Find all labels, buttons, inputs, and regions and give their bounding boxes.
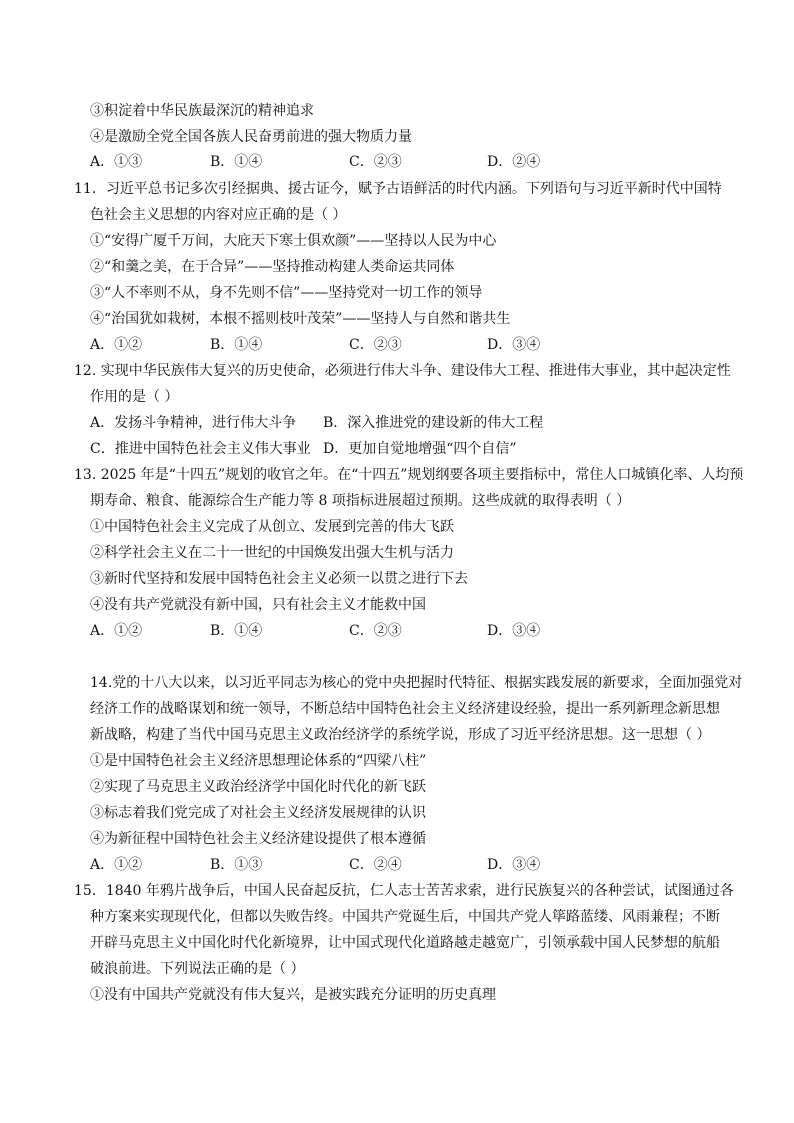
q14-item-1: ①是中国特色社会主义经济思想理论体系的“四梁八柱” <box>90 753 427 769</box>
q11-choice-a: A．①② <box>90 337 143 353</box>
q10-choice-b: B．①④ <box>210 154 263 170</box>
q13-choice-b: B．①④ <box>210 623 263 639</box>
q15-item-1: ①没有中国共产党就没有伟大复兴，是被实践充分证明的历史真理 <box>90 987 496 1003</box>
q11-item-4: ④“治国犹如栽树，本根不摇则枝叶茂荣”——坚持人与自然和谐共生 <box>90 311 511 327</box>
q15-stem-line-3: 开辟马克思主义中国化时代化新境界，让中国式现代化道路越走越宽广，引领承载中国人民梦想的航船 <box>90 935 720 951</box>
q10-choice-d: D．②④ <box>487 154 541 170</box>
q14-item-3: ③标志着我们党完成了对社会主义经济发展规律的认识 <box>90 805 426 821</box>
q14-stem-line-3: 新战略，构建了当代中国马克思主义政治经济学的系统学说，形成了习近平经济思想。这一思想（ ） <box>90 727 711 743</box>
q11-choice-c: C．②③ <box>349 337 402 353</box>
q14-choice-d: D．③④ <box>487 857 541 873</box>
q13-item-2: ②科学社会主义在二十一世纪的中国焕发出强大生机与活力 <box>90 545 454 561</box>
q13-item-3: ③新时代坚持和发展中国特色社会主义必须一以贯之进行下去 <box>90 571 468 587</box>
q12-stem-line-2: 作用的是（ ） <box>90 389 179 405</box>
q12-stem-line-1: 12. 实现中华民族伟大复兴的历史使命，必须进行伟大斗争、建设伟大工程、推进伟大事业，其中起决定性 <box>74 363 731 379</box>
q10-item-4: ④是激励全党全国各族人民奋勇前进的强大物质力量 <box>90 129 412 145</box>
q14-choice-c: C．②④ <box>349 857 402 873</box>
q11-item-2: ②“和羹之美，在于合异”——坚持推动构建人类命运共同体 <box>90 259 455 275</box>
q14-stem-line-1: 14.党的十八大以来，以习近平同志为核心的党中央把握时代特征、根据实践发展的新要求，全面加强党对 <box>90 675 743 691</box>
q13-stem-line-2: 期寿命、粮食、能源综合生产能力等 8 项指标进展超过预期。这些成就的取得表明（ ） <box>90 493 631 509</box>
q14-choice-a: A．①② <box>90 857 143 873</box>
q11-choice-d: D．③④ <box>487 337 541 353</box>
q11-item-3: ③“人不率则不从，身不先则不信”——坚持党对一切工作的领导 <box>90 285 483 301</box>
q11-item-1: ①“安得广厦千万间，大庇天下寒士俱欢颜”——坚持以人民为中心 <box>90 233 497 249</box>
q12-choice-b: B．深入推进党的建设新的伟大工程 <box>323 415 544 431</box>
q13-choice-d: D．③④ <box>487 623 541 639</box>
q12-choice-c: C．推进中国特色社会主义伟大事业 <box>90 441 311 457</box>
q13-choice-c: C．②③ <box>349 623 402 639</box>
q15-stem-line-2: 种方案来实现现代化，但都以失败告终。中国共产党诞生后，中国共产党人筚路蓝缕、风雨兼程；不断 <box>90 909 720 925</box>
q11-choice-b: B．①④ <box>210 337 263 353</box>
q14-item-2: ②实现了马克思主义政治经济学中国化时代化的新飞跃 <box>90 779 426 795</box>
q14-item-4: ④为新征程中国特色社会主义经济建设提供了根本遵循 <box>90 831 426 847</box>
q13-item-1: ①中国特色社会主义完成了从创立、发展到完善的伟大飞跃 <box>90 519 454 535</box>
q15-stem-line-4: 破浪前进。下列说法正确的是（ ） <box>90 961 305 977</box>
q12-choice-d: D．更加自觉地增强“四个自信” <box>323 441 517 457</box>
q11-stem-line-1: 11．习近平总书记多次引经据典、援古证今，赋予古语鲜活的时代内涵。下列语句与习近平新时代中国特 <box>74 181 722 197</box>
q11-stem-line-2: 色社会主义思想的内容对应正确的是（ ） <box>90 207 347 223</box>
q13-stem-line-1: 13. 2025 年是“十四五”规划的收官之年。在“十四五”规划纲要各项主要指标中，常住人口城镇化率、人均预 <box>74 467 744 483</box>
q14-stem-line-2: 经济工作的战略谋划和统一领导，不断总结中国特色社会主义经济建设经验，提出一系列新理念新思想 <box>90 701 720 717</box>
q13-item-4: ④没有共产党就没有新中国，只有社会主义才能救中国 <box>90 597 426 613</box>
q10-item-3: ③积淀着中华民族最深沉的精神追求 <box>90 103 314 119</box>
q10-choice-c: C．②③ <box>349 154 402 170</box>
q10-choice-a: A．①③ <box>90 154 143 170</box>
q15-stem-line-1: 15．1840 年鸦片战争后，中国人民奋起反抗，仁人志士苦苦求索，进行民族复兴的各种尝试，试图通过各 <box>74 883 734 899</box>
q12-choice-a: A．发扬斗争精神，进行伟大斗争 <box>90 415 297 431</box>
q14-choice-b: B．①③ <box>210 857 263 873</box>
q13-choice-a: A．①② <box>90 623 143 639</box>
